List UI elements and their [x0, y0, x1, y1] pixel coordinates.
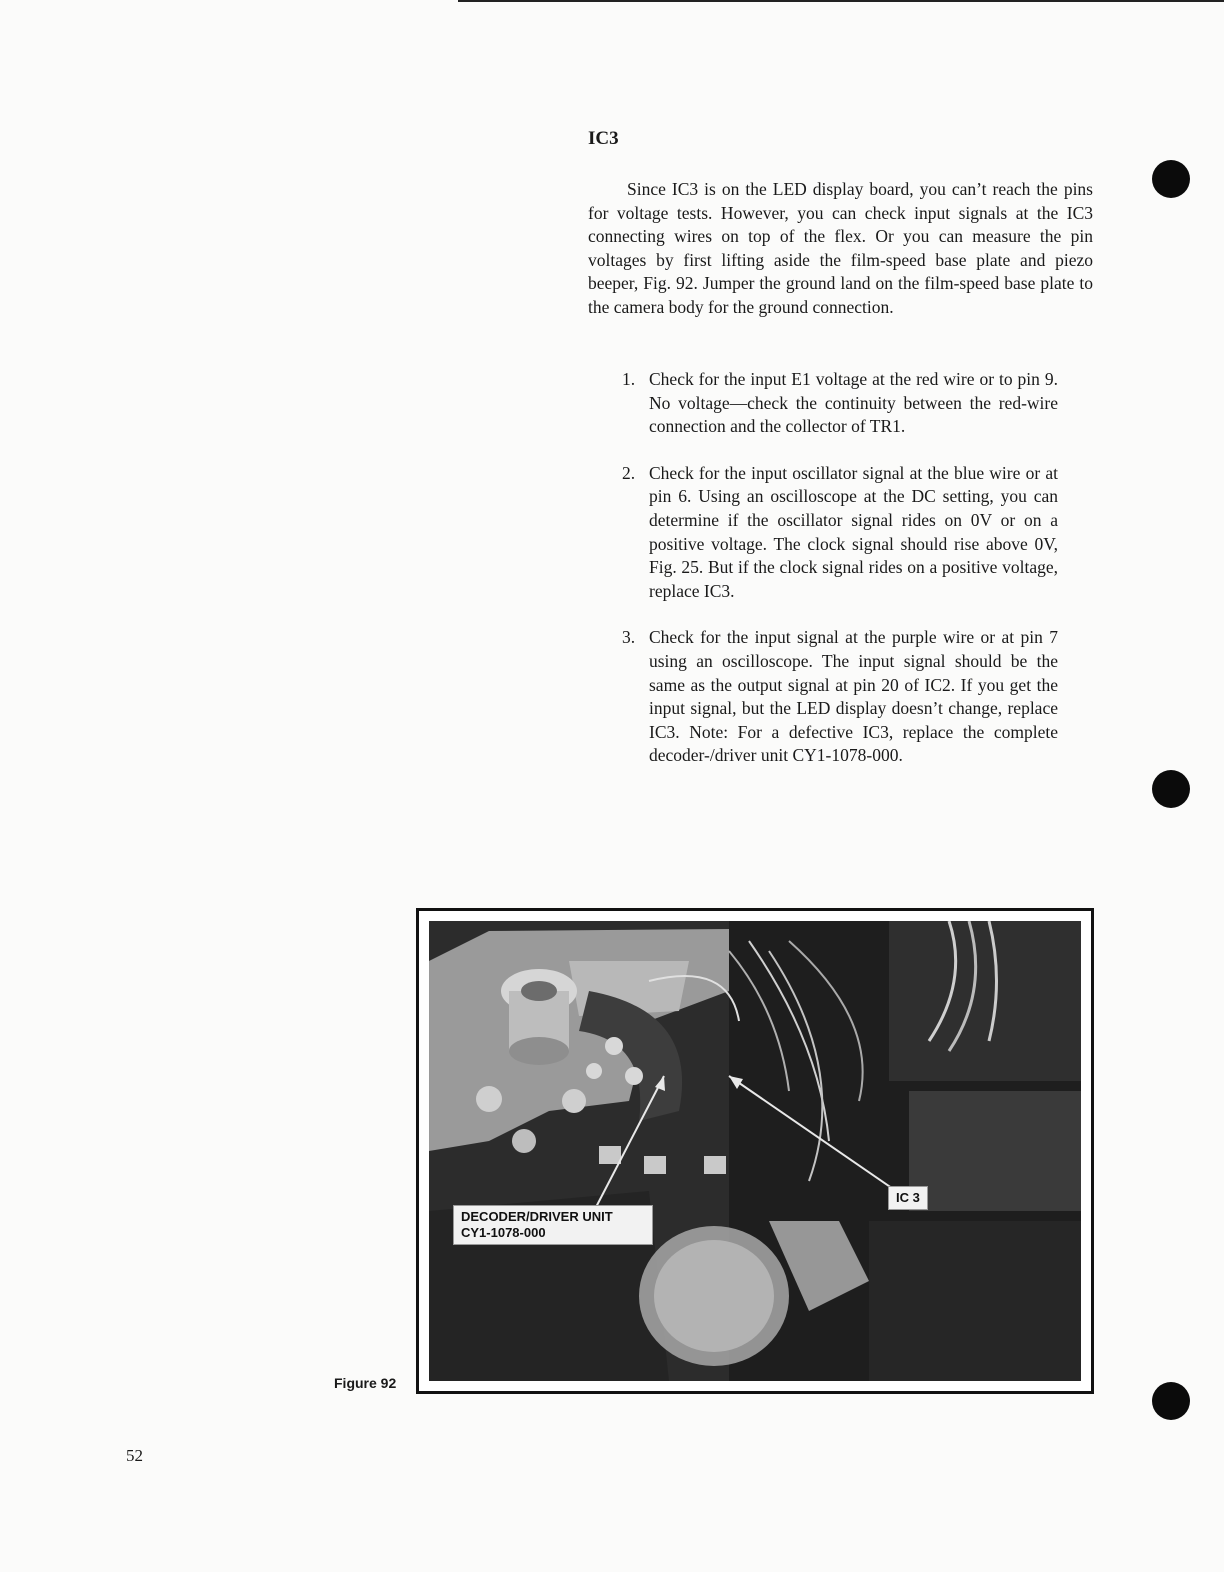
- intro-paragraph: Since IC3 is on the LED display board, you can’t reach the pins for voltage tests. However, you can check input signals at the IC3 connecting wires on top of the flex. Or you can measure the pin voltages by first lifting aside the film-speed base plate and piezo beeper, Fig. 92. Jumper the ground land on the film-speed base plate to the camera body for the ground connection.: [588, 179, 1093, 317]
- step-item: [622, 626, 1058, 768]
- step-text: Check for the input E1 voltage at the red wire or to pin 9. No voltage—check the continuity between the red-wire connection and the collector of TR1.: [649, 369, 1058, 437]
- step-text: Check for the input signal at the purple wire or at pin 7 using an oscilloscope. The input signal should be the same as the output signal at pin 20 of IC2. If you get the input signal, but the LED display doesn’t change, replace IC3. Note: For a defective IC3, replace the complete decoder-/driver unit CY1-1078-000.: [649, 627, 1058, 766]
- figure-caption: Figure 92: [334, 1375, 397, 1391]
- step-item: [622, 368, 1058, 439]
- figure-frame: [416, 908, 1094, 1394]
- step-number: 2.: [622, 462, 636, 483]
- step-number: 1.: [622, 369, 636, 389]
- binder-hole-bottom: [1152, 1382, 1190, 1420]
- camera-internals-photo: [429, 921, 1081, 1381]
- decoder-label-line2: CY1-1078-000: [461, 1225, 546, 1240]
- decoder-label-line1: DECODER/DRIVER UNIT: [461, 1209, 613, 1224]
- step-item: [622, 462, 1058, 604]
- step-text: Check for the input oscillator signal at the blue wire or at pin 6. Using an oscilloscope at the DC setting, you can determine if the oscillator signal rides on 0V or on a positive voltage. The clock signal should rise above 0V, Fig. 25. But if the clock signal rides on a positive voltage, replace IC3.: [649, 462, 1058, 601]
- steps-list: [622, 368, 1058, 768]
- decoder-driver-label: [453, 1205, 653, 1245]
- step-number: 3.: [622, 627, 636, 648]
- binder-hole-middle: [1152, 770, 1190, 808]
- page-number: 52: [126, 1446, 143, 1465]
- section-heading: IC3: [588, 128, 619, 149]
- binder-hole-top: [1152, 160, 1190, 198]
- ic3-label: IC 3: [888, 1186, 928, 1210]
- top-rule: [458, 0, 1224, 2]
